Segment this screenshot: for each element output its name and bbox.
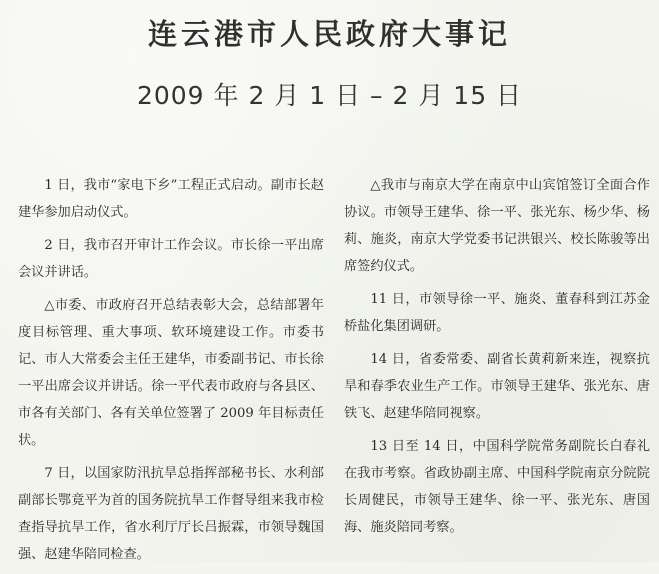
entry-paragraph: 13 日至 14 日，中国科学院常务副院长白春礼在我市考察。省政协副主席、中国科学院南京分院院长周健民，市领导王建华、徐一平、张光东、唐国海、施炎陪同考察。: [344, 439, 650, 535]
entry-paragraph: △我市与南京大学在南京中山宾馆签订全面合作协议。市领导王建华、徐一平、张光东、杨少华、杨莉、施炎，南京大学党委书记洪银兴、校长陈骏等出席签约仪式。: [344, 178, 650, 274]
entry-paragraph: 1 日，我市“家电下乡”工程正式启动。副市长赵建华参加启动仪式。: [18, 178, 324, 220]
entry-paragraph: 11 日，市领导徐一平、施炎、董春科到江苏金桥盐化集团调研。: [344, 292, 650, 334]
date-range-heading: 2009 年 2 月 1 日 – 2 月 15 日: [136, 81, 523, 110]
entry-paragraph: △市委、市政府召开总结表彰大会，总结部署年度目标管理、重大事项、软环境建设工作。市委书记、市人大常委会主任王建华，市委副书记、市长徐一平出席会议并讲话。徐一平代表市政府与各县区、市各有关部门、各有关单位签署了 2009 年目标责任状。: [18, 298, 324, 448]
entry-paragraph: 14 日，省委常委、副省长黄莉新来连，视察抗旱和春季农业生产工作。市领导王建华、张光东、唐铁飞、赵建华陪同视察。: [344, 352, 650, 421]
right-column: [344, 172, 650, 547]
entry-paragraph: 2 日，我市召开审计工作会议。市长徐一平出席会议并讲话。: [18, 238, 324, 280]
document-title: 连云港市人民政府大事记: [147, 17, 511, 51]
left-column: [18, 172, 324, 574]
entry-paragraph: 7 日，以国家防汛抗旱总指挥部秘书长、水利部副部长鄂竟平为首的国务院抗旱工作督导组来我市检查指导抗旱工作，省水利厅厅长吕振霖，市领导魏国强、赵建华陪同检查。: [18, 466, 324, 562]
